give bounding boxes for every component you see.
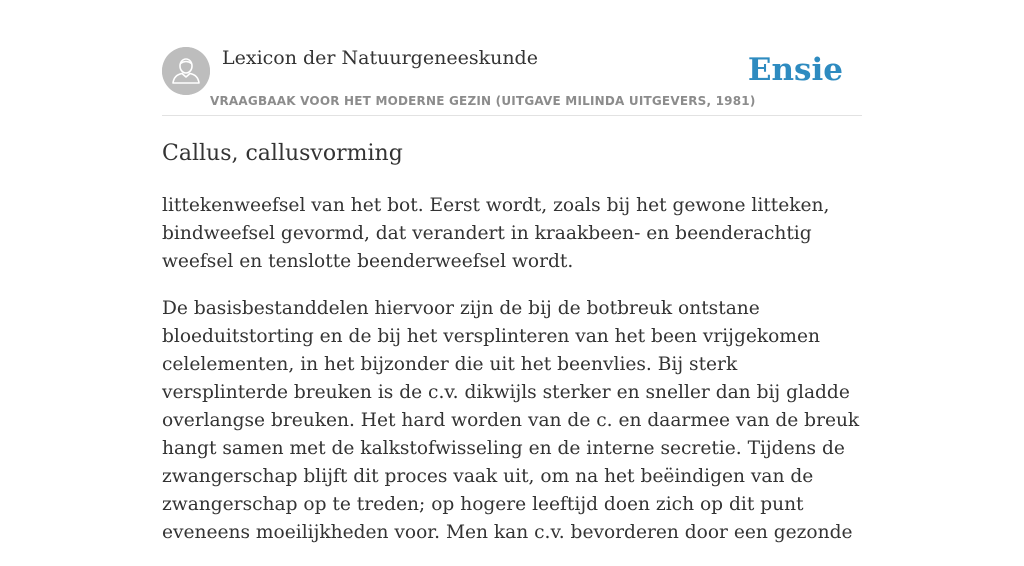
user-silhouette-icon [162, 47, 210, 95]
source-title[interactable]: Lexicon der Natuurgeneeskunde [222, 47, 538, 69]
entry-paragraph: littekenweefsel van het bot. Eerst wordt, zoals bij het gewone litteken, bindweefsel gevormd, dat verandert in kraakbeen- en beenderachtig weefsel en tenslotte beenderweefsel wordt. [162, 195, 830, 272]
source-subtitle: VRAAGBAAK VOOR HET MODERNE GEZIN (UITGAVE MILINDA UITGEVERS, 1981) [210, 94, 756, 108]
avatar[interactable] [162, 47, 210, 95]
entry-title: Callus, callusvorming [162, 141, 403, 166]
entry-body [162, 192, 862, 566]
source-header [162, 0, 862, 116]
entry-paragraph: De basisbestanddelen hiervoor zijn de bij de botbreuk ontstane bloeduitstorting en de bij het versplinteren van het been vrijgekomen celelementen, in het bijzonder die uit het beenvlies. Bij sterk versplinterde breuken is de c.v. dikwijls sterker en sneller dan bij gladde overlangse breuken. Het hard worden van de c. en daarmee van de breuk hangt samen met de kalkstofwisseling en de interne secretie. Tijdens de zwangerschap blijft dit proces vaak uit, om na het beëindigen van de zwangerschap op te treden; op hogere leeftijd doen zich op dit punt eveneens moeilijkheden voor. Men kan c.v. bevorderen door een gezonde [162, 298, 860, 543]
brand-logo[interactable]: Ensie [747, 52, 843, 88]
page [162, 0, 862, 543]
